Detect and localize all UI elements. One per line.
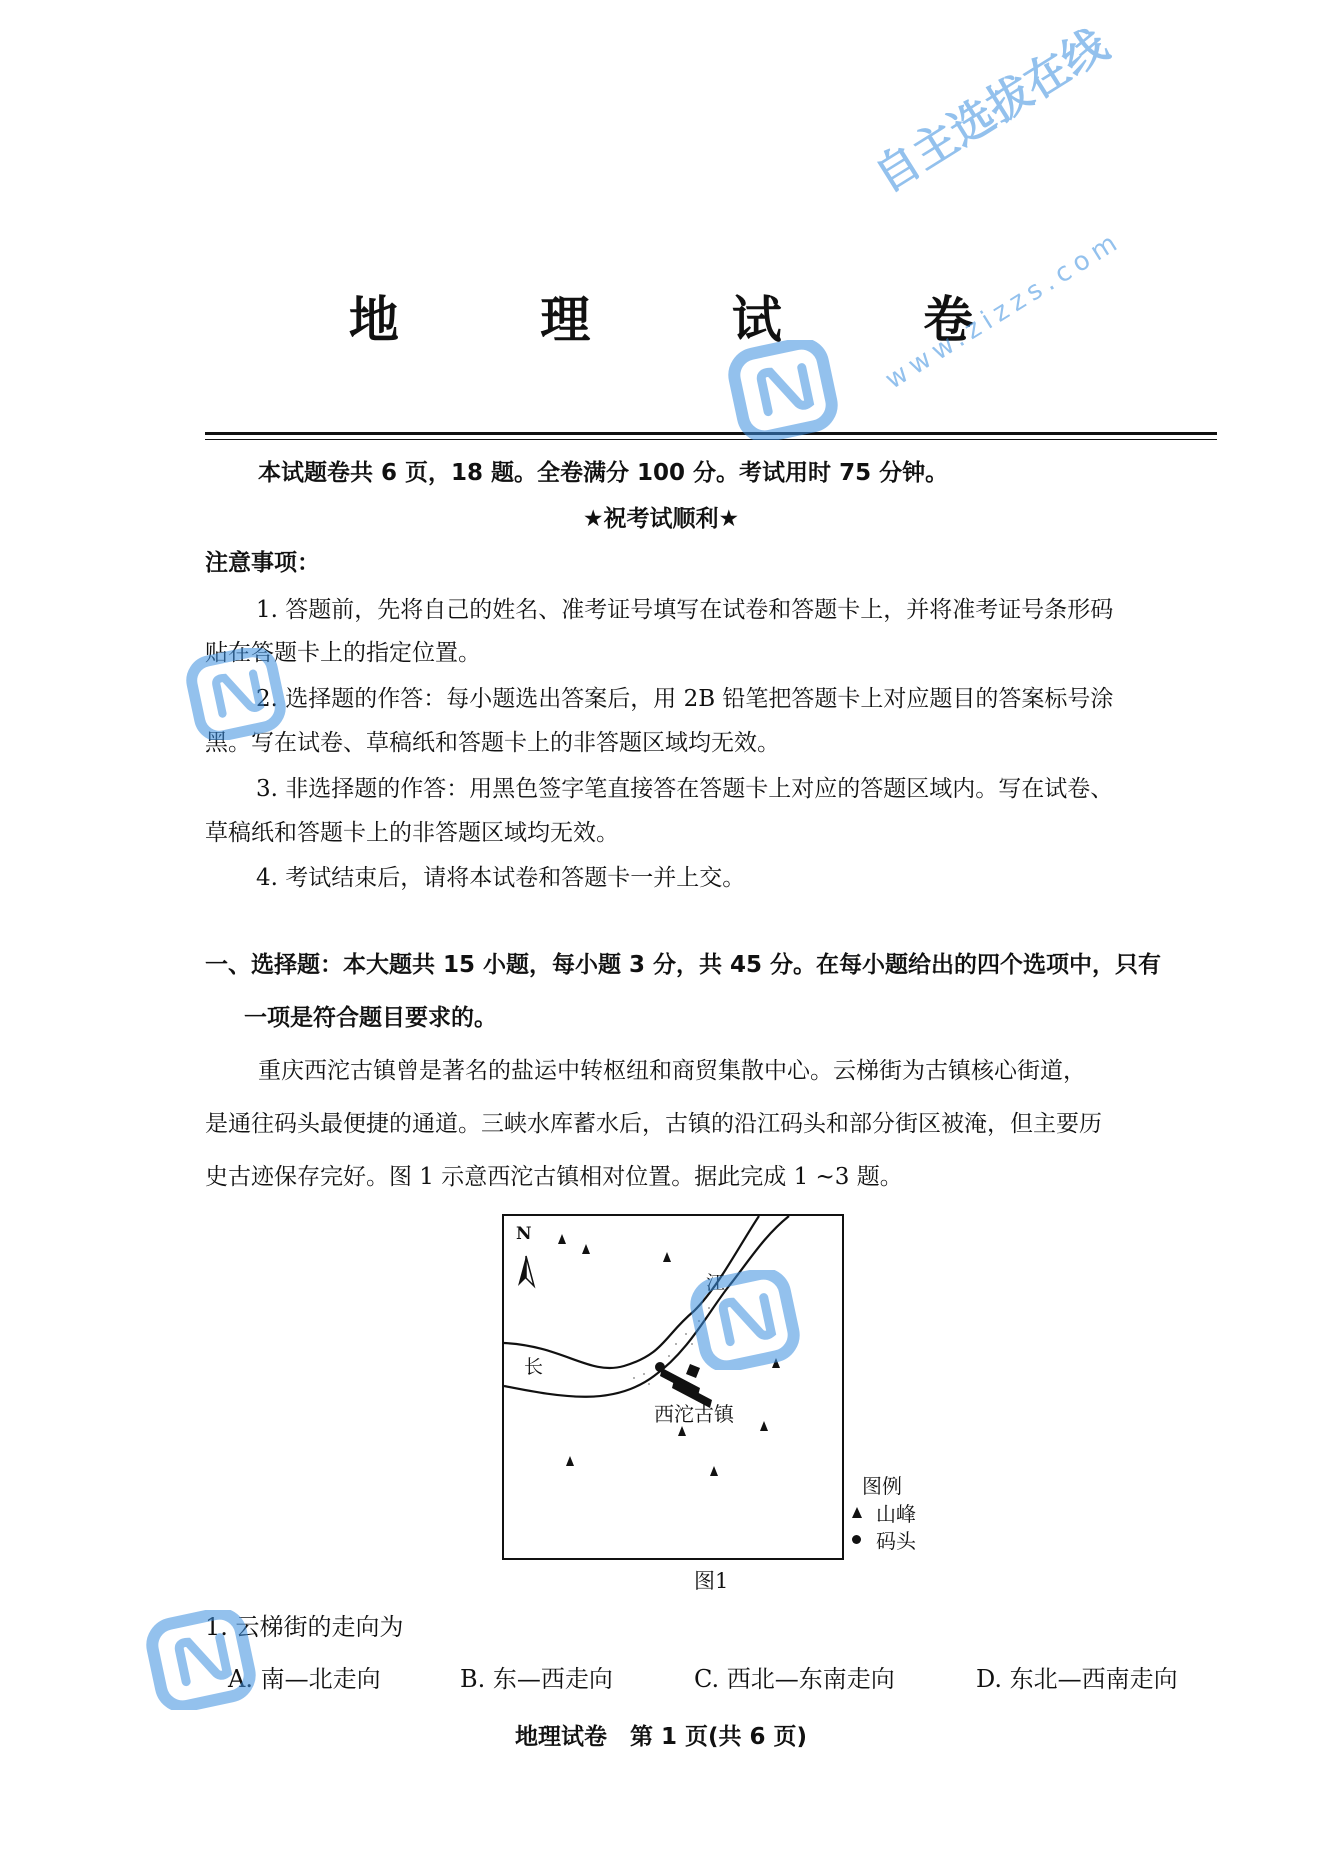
- legend-peak-label: 山峰: [876, 1502, 916, 1526]
- good-luck-line: ★祝考试顺利★: [582, 506, 740, 532]
- legend-title: 图例: [862, 1474, 902, 1498]
- watermark-logo-icon: [728, 340, 838, 440]
- peak-icon: [852, 1507, 862, 1518]
- passage-line-1: 重庆西沱古镇曾是著名的盐运中转枢纽和商贸集散中心。云梯街为古镇核心街道，: [258, 1058, 1086, 1084]
- watermark-logo-icon-4: [146, 1610, 256, 1710]
- notice-heading: 注意事项：: [205, 550, 320, 576]
- passage-line-3: 史古迹保存完好。图 1 示意西沱古镇相对位置。据此完成 1 ~3 题。: [205, 1164, 903, 1190]
- watermark-logo-icon-3: [690, 1270, 800, 1370]
- notice-item-1-cont: 贴在答题卡上的指定位置。: [205, 640, 481, 666]
- legend-peak: [852, 1498, 916, 1527]
- notice-item-3: 3. 非选择题的作答：用黑色签字笔直接答在答题卡上对应的答题区域内。写在试卷、: [256, 776, 1114, 802]
- option-d[interactable]: D. 东北—西南走向: [976, 1665, 1178, 1693]
- notice-item-2: 2. 选择题的作答：每小题选出答案后，用 2B 铅笔把答题卡上对应题目的答案标号涂: [256, 686, 1114, 712]
- option-b[interactable]: B. 东—西走向: [460, 1665, 613, 1693]
- river-label-chang: 长: [524, 1356, 544, 1378]
- section-heading-cont: 一项是符合题目要求的。: [244, 1005, 497, 1031]
- north-arrow-icon: [518, 1256, 534, 1286]
- title-rule: [205, 432, 1217, 435]
- dock-marker: [655, 1362, 665, 1372]
- notice-item-1: 1. 答题前，先将自己的姓名、准考证号填写在试卷和答题卡上，并将准考证号条形码: [256, 597, 1114, 623]
- page-title: 地 理 试 卷: [348, 291, 1036, 349]
- map-drawing: [504, 1216, 842, 1558]
- option-a[interactable]: A. 南—北走向: [228, 1665, 381, 1693]
- passage-line-2: 是通往码头最便捷的通道。三峡水库蓄水后，古镇的沿江码头和部分街区被淹，但主要历: [205, 1111, 1102, 1137]
- option-c[interactable]: C. 西北—东南走向: [694, 1665, 895, 1693]
- town-label: 西沱古镇: [654, 1402, 734, 1426]
- question-stem: 1. 云梯街的走向为: [205, 1613, 404, 1641]
- river-label-jiang: 江: [706, 1272, 726, 1294]
- section-heading: 一、选择题：本大题共 15 小题，每小题 3 分，共 45 分。在每小题给出的四个选项中，只有: [205, 952, 1162, 978]
- page-footer: 地理试卷 第 1 页(共 6 页): [514, 1724, 808, 1750]
- notice-item-2-cont: 黑。写在试卷、草稿纸和答题卡上的非答题区域均无效。: [205, 730, 780, 756]
- legend-dock: [852, 1525, 916, 1554]
- watermark-url: www.zizzs.com: [880, 225, 1128, 396]
- dock-icon: [852, 1535, 861, 1544]
- figure-caption: 图1: [694, 1569, 729, 1593]
- notice-item-4: 4. 考试结束后，请将本试卷和答题卡一并上交。: [256, 865, 746, 891]
- watermark-brand: 自主选拔在线: [865, 19, 1117, 203]
- exam-info: 本试题卷共 6 页，18 题。全卷满分 100 分。考试用时 75 分钟。: [258, 460, 949, 486]
- watermark-logo-icon-2: [186, 648, 286, 740]
- title-rule-thin: [205, 439, 1217, 440]
- north-label: N: [516, 1224, 532, 1244]
- map-figure: [502, 1214, 844, 1560]
- legend-dock-label: 码头: [876, 1529, 916, 1553]
- notice-item-3-cont: 草稿纸和答题卡上的非答题区域均无效。: [205, 820, 619, 846]
